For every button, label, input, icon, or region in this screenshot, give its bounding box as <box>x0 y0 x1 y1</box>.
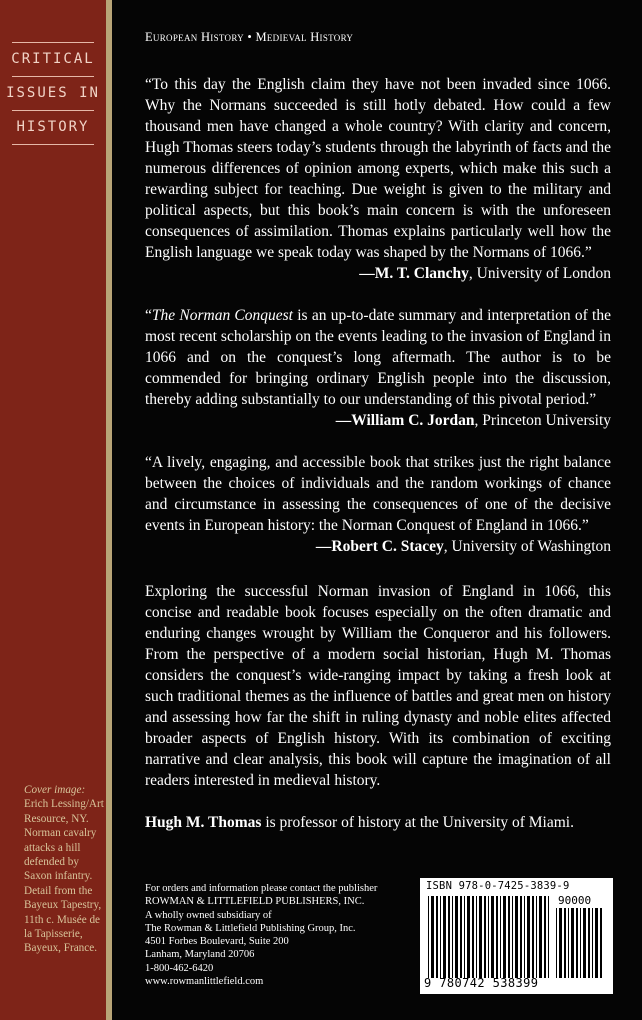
publisher-line: ROWMAN & LITTLEFIELD PUBLISHERS, INC. <box>145 896 365 908</box>
barcode-bar <box>592 908 593 978</box>
barcode-bar <box>544 896 546 978</box>
blurb-affiliation: , University of London <box>468 265 611 282</box>
barcode-bar <box>484 896 486 978</box>
barcode-bar <box>436 896 438 978</box>
barcode-bar <box>500 896 501 978</box>
barcode-bar <box>539 896 542 978</box>
blurb-attribution <box>145 536 611 557</box>
barcode-bar <box>520 896 522 978</box>
gold-divider <box>106 0 112 1020</box>
publisher-line: 1-800-462-6420 <box>145 962 214 974</box>
barcode-bar <box>576 908 578 978</box>
barcode-bar <box>443 896 446 978</box>
series-word: HISTORY <box>16 119 90 135</box>
caption-label: Cover image: <box>24 784 86 796</box>
barcode-bar <box>556 908 557 978</box>
barcode-bar <box>564 908 566 978</box>
ean-number: 9 780742 538399 <box>424 976 539 990</box>
barcode-bar <box>488 896 489 978</box>
barcode-bar <box>503 896 506 978</box>
blurb-attribution <box>145 410 611 431</box>
book-description: Exploring the successful Norman invasion of England in 1066, this concise and readable book focuses especially on the often dramatic and enduring changes wrought by William the Conqueror and his followers. From the perspective of a modern social historian, Hugh M. Thomas considers the conquest’s wide-ranging impact by taking a fresh look at such traditional themes as the influence of battles and great men on history and assessing how far the shift in ruling dynasty and noble elites affected broader aspects of English history. With its combination of exciting narrative and clear analysis, this book will capture the imagination of all readers interested in medieval history. <box>145 583 611 789</box>
caption-text: Erich Lessing/Art Resource, NY. Norman cavalry attacks a hill defended by Saxon infantry. Detail from the Bayeux Tapestry, 11th c. Musée de la Tapisserie, Bayeux, France. <box>24 798 104 955</box>
barcode-bar <box>467 896 470 978</box>
publisher-line: The Rowman & Littlefield Publishing Group, Inc. <box>145 922 356 934</box>
main-text <box>145 74 611 833</box>
series-logo <box>0 42 106 145</box>
barcode-bar <box>476 896 477 978</box>
subject-header: European History • Medieval History <box>145 30 354 44</box>
addon-bars <box>556 908 606 978</box>
barcode-bar <box>460 896 462 978</box>
barcode-bar <box>532 896 534 978</box>
blurb-author: —Robert C. Stacey <box>315 538 444 555</box>
barcode-bar <box>440 896 441 978</box>
ean-bars <box>428 896 552 978</box>
isbn-number: ISBN 978-0-7425-3839-9 <box>426 880 570 892</box>
barcode-bar <box>527 896 530 978</box>
barcode-bar <box>600 908 602 978</box>
cover-image-caption <box>24 783 104 956</box>
barcode-bar <box>512 896 513 978</box>
blurb-author: —M. T. Clanchy <box>359 265 469 282</box>
barcode-bar <box>515 896 518 978</box>
barcode-bar <box>568 908 569 978</box>
blurb-attribution <box>145 263 611 284</box>
publisher-line: For orders and information please contact the publisher <box>145 883 378 894</box>
barcode-bar <box>524 896 525 978</box>
barcode-bar <box>580 908 581 978</box>
barcode-bar <box>595 908 598 978</box>
barcode-bar <box>431 896 434 978</box>
author-name: Hugh M. Thomas <box>145 814 262 831</box>
barcode-bar <box>496 896 498 978</box>
publisher-line: 4501 Forbes Boulevard, Suite 200 <box>145 936 289 948</box>
barcode-bar <box>508 896 510 978</box>
barcode-bar <box>448 896 450 978</box>
barcode-bar <box>571 908 574 978</box>
barcode-bar <box>452 896 453 978</box>
publisher-line: www.rowmanlittlefield.com <box>145 976 264 988</box>
addon-number: 90000 <box>558 894 592 907</box>
series-spine-panel <box>0 0 106 1020</box>
author-bio: Hugh M. Thomas is professor of history at the University of Miami. <box>145 814 574 831</box>
barcode-bar <box>559 908 562 978</box>
barcode-bar <box>455 896 458 978</box>
publisher-line: A wholly owned subsidiary of <box>145 909 272 921</box>
blurb-affiliation: , University of Washington <box>443 538 611 555</box>
series-rule <box>12 144 94 145</box>
barcode-bar <box>583 908 586 978</box>
barcode-bar <box>479 896 482 978</box>
publisher-info <box>145 882 415 988</box>
series-word: ISSUES IN <box>6 85 100 101</box>
blurb-author: —William C. Jordan <box>335 412 475 429</box>
blurb-affiliation: , Princeton University <box>474 412 611 429</box>
barcode-bar <box>536 896 537 978</box>
book-title: The Norman Conquest <box>151 307 293 324</box>
barcode-bar <box>548 896 549 978</box>
barcode-bar <box>464 896 465 978</box>
barcode-bar <box>588 908 590 978</box>
barcode-bar <box>491 896 494 978</box>
blurb-quote: “The Norman Conquest is an up-to-date summary and interpretation of the most recent scholarship on the events leading to the invasion of England in 1066 and on the conquest’s long aftermath. The author is to be commended for bringing ordinary English people into the discussion, thereby adding substantially to our understanding of this pivotal period.” <box>145 307 611 408</box>
blurb-quote: “To this day the English claim they have not been invaded since 1066. Why the Normans succeeded is still hotly debated. How could a few thousand men have changed a whole country? With clarity and concern, Hugh Thomas steers today’s students through the labyrinth of facts and the numerous differences of opinion among experts, which make this such a rewarding subject for teaching. Due weight is given to the military and political aspects, but this book’s main concern is with the unforeseen consequences of assimilation. Thomas explains particularly well how the English language we speak today was shaped by the Normans of 1066.” <box>145 76 611 261</box>
isbn-barcode <box>420 878 613 994</box>
blurb-quote: “A lively, engaging, and accessible book that strikes just the right balance between the choices of individuals and the random workings of chance and circumstance in assessing the consequences of one of the decisive events in European history: the Norman Conquest of England in 1066.” <box>145 454 611 534</box>
barcode-bar <box>428 896 429 978</box>
series-word: CRITICAL <box>11 51 95 67</box>
barcode-bar <box>472 896 474 978</box>
publisher-line: Lanham, Maryland 20706 <box>145 949 255 961</box>
